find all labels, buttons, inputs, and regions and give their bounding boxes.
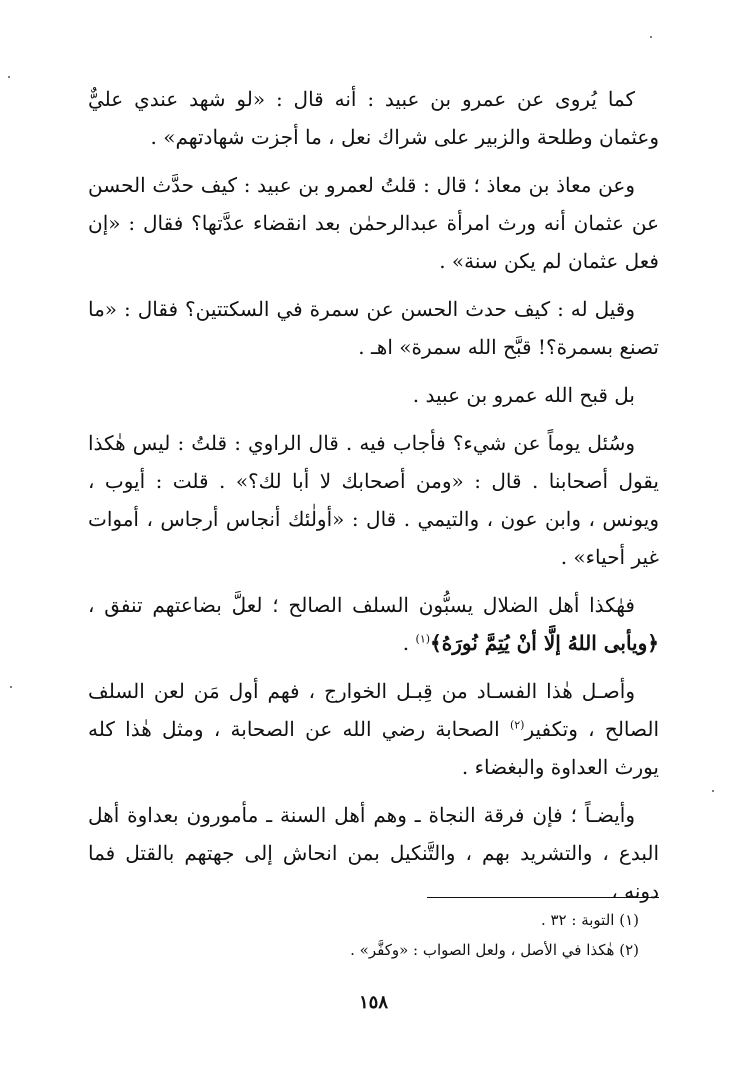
paragraph-2: وعن معاذ بن معاذ ؛ قال : قلتُ لعمرو بن عبيد : كيف حدَّث الحسن عن عثمان أنه ورث امرأة عبدالرحمٰن بعد انقضاء عدَّتها؟ فقال : «إن فعل عثمان لم يكن سنة» .	[88, 173, 659, 273]
page-number: ١٥٨	[358, 992, 388, 1013]
scan-speck	[712, 790, 714, 792]
paragraph-7-after: الصحابة رضي الله عن الصحابة ، ومثل هٰذا كله يورث العداوة والبغضاء .	[88, 717, 659, 779]
paragraph-7	[88, 672, 659, 786]
paragraph-6	[88, 586, 659, 662]
scan-speck	[8, 76, 10, 78]
footnote-ref-2: (٢)	[509, 718, 525, 732]
main-text	[88, 80, 659, 920]
paragraph-8: وأيضـاً ؛ فإن فرقة النجاة ـ وهم أهل السنة ـ مأمورون بعداوة أهل البدع ، والتشريد بهم ، والتَّنكيل بمن انحاش إلى جهتهم بالقتل فما دونه ،	[88, 803, 659, 903]
quran-verse: ﴿ويأبى اللهُ إلَّا أنْ يُتِمَّ نُورَهُ﴾	[430, 631, 659, 655]
paragraph-7-before: وأصـل هٰذا الفسـاد من قِبـل الخوارج ، فهم أول مَن لعن السلف الصالح ، وتكفير	[88, 679, 659, 741]
paragraph-6-text: فهٰكذا أهل الضلال يسبُّون السلف الصالح ؛ لعلَّ بضاعتهم تنفق ،	[88, 593, 635, 617]
scan-speck	[10, 686, 12, 688]
paragraph-4: بل قبح الله عمرو بن عبيد .	[412, 383, 635, 407]
paragraph-3: وقيل له : كيف حدث الحسن عن سمرة في السكتتين؟ فقال : «ما تصنع بسمرة؟! قبَّح الله سمرة» اهـ .	[88, 297, 659, 359]
scan-speck	[650, 36, 652, 38]
paragraph-1: كما يُروى عن عمرو بن عبيد : أنه قال : «لو شهد عندي عليٌّ وعثمان وطلحة والزبير على شراك نعل ، ما أجزت شهادتهم» .	[88, 87, 659, 149]
footnote-divider	[427, 897, 659, 898]
footnotes	[88, 905, 639, 965]
footnote-ref-1: (١)	[415, 632, 431, 646]
paragraph-5: وسُئل يوماً عن شيء؟ فأجاب فيه . قال الراوي : قلتُ : ليس هٰكذا يقول أصحابنا . قال : «ومن أصحابك لا أبا لك؟» . قلت : أيوب ، ويونس ، وابن عون ، والتيمي . قال : «أولٰئك أنجاس أرجاس ، أموات غير أحياء» .	[88, 431, 659, 569]
paragraph-6-end: .	[402, 631, 416, 655]
footnote-1: (١) التوبة : ٣٢ .	[540, 911, 639, 929]
footnote-2: (٢) هٰكذا في الأصل ، ولعل الصواب : «وكفَّر» .	[350, 941, 639, 959]
